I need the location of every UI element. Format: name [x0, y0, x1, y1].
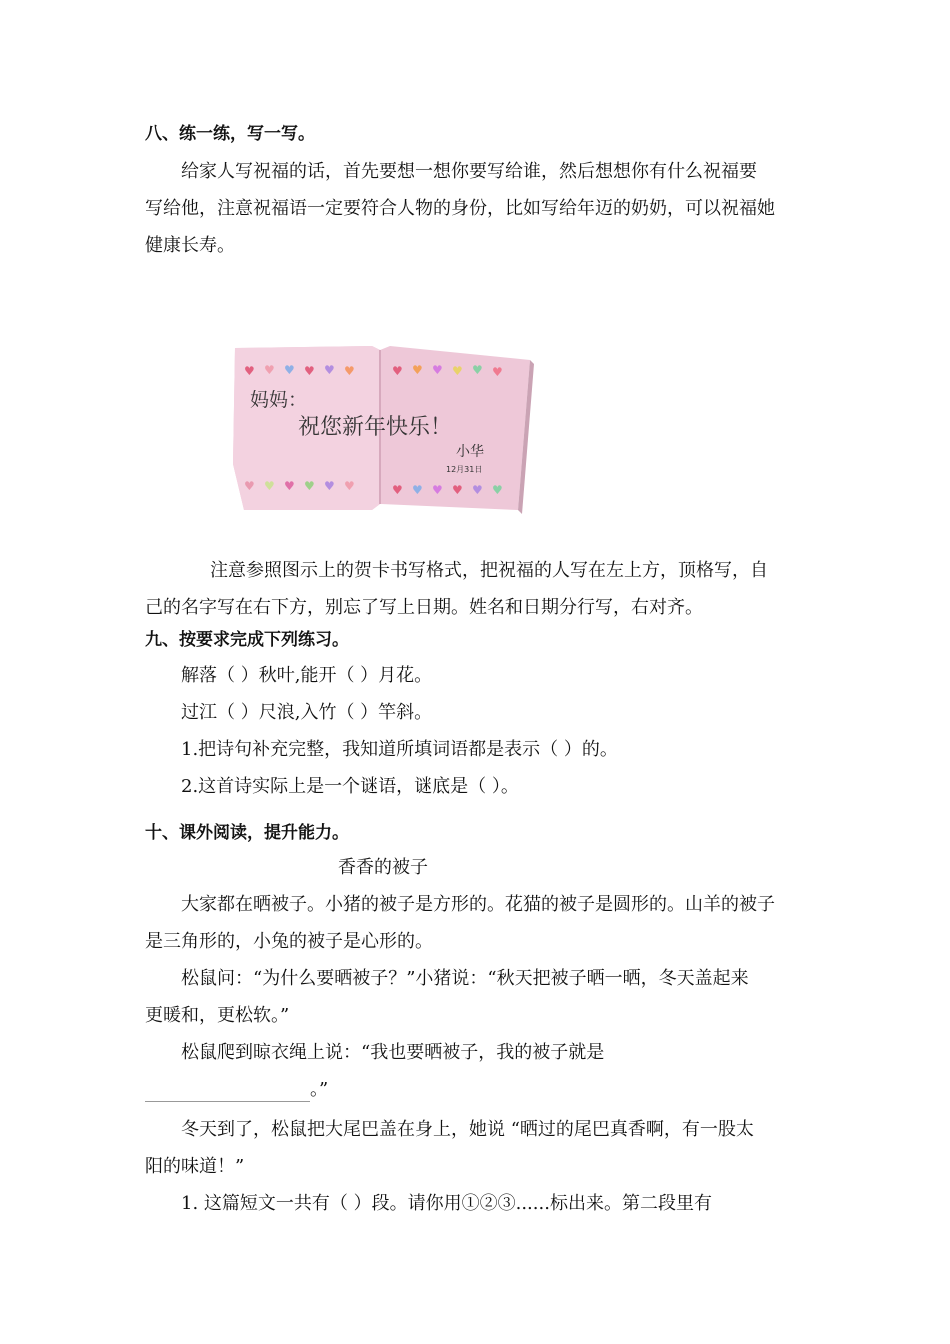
question-9-1: 1.把诗句补充完整，我知道所填词语都是表示（ ）的。: [181, 739, 618, 760]
story-p3-line-2: [145, 1078, 328, 1102]
story-p3-end: 。”: [310, 1079, 329, 1100]
svg-text:♥: ♥: [324, 479, 335, 493]
answer-blank[interactable]: [145, 1083, 310, 1102]
format-note-line-1: 注意参照图示上的贺卡书写格式，把祝福的人写在左上方，顶格写，自: [210, 560, 768, 581]
svg-text:♥: ♥: [492, 483, 503, 497]
instruction-line-3: 健康长寿。: [145, 235, 235, 256]
poem-line-2: 过江（ ）尺浪,入竹（ ）竿斜。: [181, 702, 433, 723]
svg-text:♥: ♥: [284, 479, 295, 493]
svg-text:♥: ♥: [244, 364, 255, 378]
section-10-heading: 十、课外阅读，提升能力。: [145, 823, 349, 843]
greeting-card-image: [232, 344, 534, 514]
svg-text:♥: ♥: [392, 483, 403, 497]
svg-text:♥: ♥: [244, 479, 255, 493]
svg-text:♥: ♥: [344, 479, 355, 493]
story-p1-line-1: 大家都在晒被子。小猪的被子是方形的。花猫的被子是圆形的。山羊的被子: [181, 894, 775, 915]
svg-text:♥: ♥: [452, 364, 463, 378]
svg-text:♥: ♥: [304, 364, 315, 378]
story-p1-line-2: 是三角形的，小兔的被子是心形的。: [145, 931, 433, 952]
story-p4-line-2: 阳的味道！”: [145, 1156, 245, 1177]
svg-text:♥: ♥: [432, 483, 443, 497]
card-signature: 小华: [456, 444, 484, 460]
story-p2-line-2: 更暖和，更松软。”: [145, 1005, 290, 1026]
svg-text:♥: ♥: [264, 363, 275, 377]
card-salutation: 妈妈：: [250, 389, 308, 411]
svg-text:♥: ♥: [284, 363, 295, 377]
svg-text:♥: ♥: [452, 483, 463, 497]
card-message: 祝您新年快乐！: [298, 415, 453, 440]
svg-text:♥: ♥: [344, 364, 355, 378]
instruction-line-2: 写给他，注意祝福语一定要符合人物的身份，比如写给年迈的奶奶，可以祝福她: [145, 198, 775, 219]
card-date: 12月31日: [446, 465, 483, 474]
story-p2-line-1: 松鼠问：“为什么要晒被子？”小猪说：“秋天把被子晒一晒，冬天盖起来: [181, 968, 749, 989]
svg-text:♥: ♥: [472, 483, 483, 497]
format-note-line-2: 己的名字写在右下方，别忘了写上日期。姓名和日期分行写，右对齐。: [145, 597, 703, 618]
section-8-heading: 八、练一练，写一写。: [145, 124, 315, 144]
question-9-2: 2.这首诗实际上是一个谜语，谜底是（ ）。: [181, 776, 519, 797]
poem-line-1: 解落（ ）秋叶,能开（ ）月花。: [181, 665, 433, 686]
story-p4-line-1: 冬天到了，松鼠把大尾巴盖在身上，她说 “晒过的尾巴真香啊，有一股太: [181, 1119, 754, 1140]
question-10-1: 1. 这篇短文一共有（ ）段。请你用①②③......标出来。第二段里有: [181, 1193, 712, 1214]
svg-text:♥: ♥: [472, 363, 483, 377]
story-p3-line-1: 松鼠爬到晾衣绳上说：“我也要晒被子，我的被子就是: [181, 1042, 605, 1063]
svg-text:♥: ♥: [392, 364, 403, 378]
section-9-heading: 九、按要求完成下列练习。: [145, 630, 349, 650]
story-title: 香香的被子: [338, 857, 428, 878]
svg-text:♥: ♥: [324, 363, 335, 377]
svg-text:♥: ♥: [304, 479, 315, 493]
svg-text:♥: ♥: [264, 479, 275, 493]
svg-text:♥: ♥: [412, 483, 423, 497]
svg-text:♥: ♥: [412, 363, 423, 377]
svg-text:♥: ♥: [432, 363, 443, 377]
instruction-line-1: 给家人写祝福的话，首先要想一想你要写给谁，然后想想你有什么祝福要: [181, 161, 757, 182]
svg-text:♥: ♥: [492, 365, 503, 379]
